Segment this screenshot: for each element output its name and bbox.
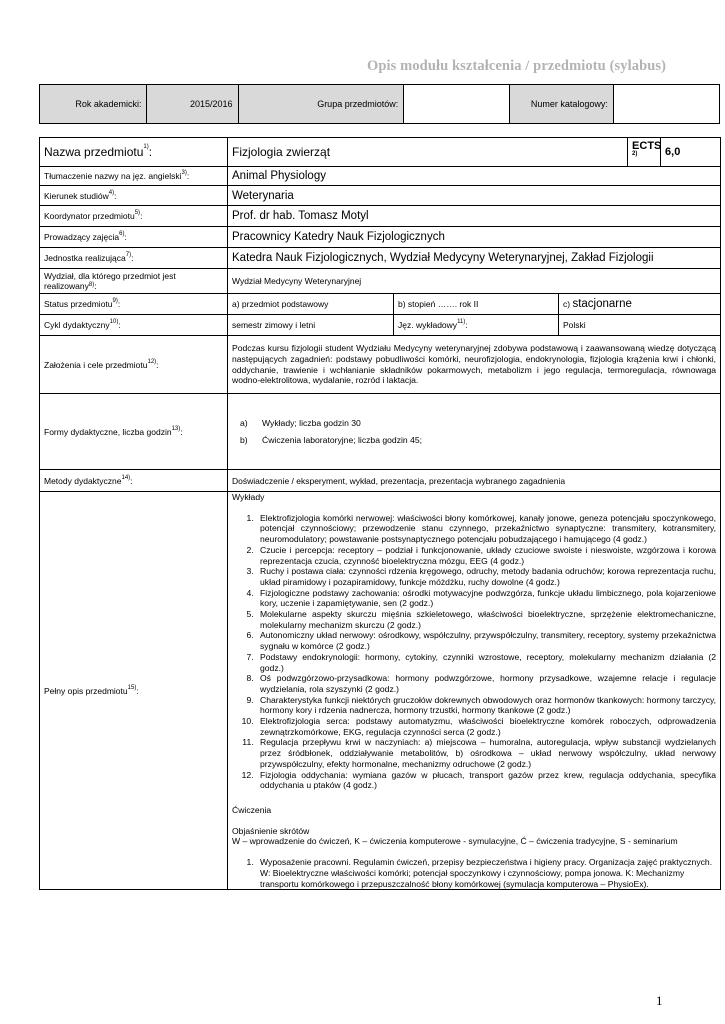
ects-value: 6,0 [661, 138, 721, 167]
wydzial-label: Wydział, dla którego przedmiot jest realizowany$^{8)}$: [40, 269, 228, 294]
metody-label: Metody dydaktyczne$^{14)}$: [40, 470, 228, 492]
list-item: 6. Autonomiczny układ nerwowy: ośrodkowy, współczulny, przywspółczulny, transmitery, receptory, systemy przekaźnictwa sygnału w komórce (2 godz.) [256, 630, 716, 651]
row-metody [40, 470, 721, 492]
formy-item: b) Ćwiczenia laboratoryjne; liczba godzin 45; [240, 434, 423, 445]
cwiczenia-list [232, 857, 716, 889]
formy-value [228, 394, 721, 470]
status-c: c) stacjonarne [559, 294, 721, 315]
page-number: 1 [656, 993, 663, 1008]
jednostka-value: Katedra Nauk Fizjologicznych, Wydział Medycyny Weterynaryjnej, Zakład Fizjologii [228, 248, 721, 269]
kierunek-value: Weterynaria [228, 186, 721, 206]
grupa-value [404, 85, 510, 124]
row-tlumaczenie [40, 167, 721, 186]
list-item: 7. Podstawy endokrynologii: hormony, cytokiny, czynniki wzrostowe, receptory, molekularny mechanizm działania (2 godz.) [256, 652, 716, 673]
zalozenia-label: Założenia i cele przedmiotu$^{12)}$: [40, 336, 228, 394]
prowadzacy-label: Prowadzący zajęcia$^{6)}$: [40, 227, 228, 248]
list-item: 10. Elektrofizjologia serca: podstawy automatyzmu, właściwości bioelektryczne komórek roboczych, odprowadzenia zewnątrzkomórkowe, EKG, regulacja czynności serca (2 godz.) [256, 716, 716, 737]
nazwa-value: Fizjologia zwierząt [228, 138, 628, 167]
pelny-label: Pełny opis przedmiotu$^{15)}$: [40, 492, 228, 890]
cykl-value: semestr zimowy i letni [228, 315, 394, 336]
skroty-heading: Objaśnienie skrótów [232, 825, 310, 836]
list-item: 1. Wyposażenie pracowni. Regulamin ćwiczeń, przepisy bezpieczeństwa i higieny pracy. Organizacja zajęć praktycznych. W: Bioelektryczne właściwości komórki; potencjał spoczynkowy i czynnościowy, pompa jonowa. K: Mechanizmy transportu komórkowego i przepuszczalność błony komórkowej (symulacja komputerowa – PhysioEx). [256, 857, 716, 889]
list-item: 1. Elektrofizjologia komórki nerwowej: właściwości błony komórkowej, kanały jonowe, geneza potencjału spoczynkowego, potencjał czynnościowy; przewodzenie stanu czynnego, przekaźnictwo synaptyczne: transmitery, kotransmitery, neuromodulatory; powstawanie postsynaptycznego potencjału pobudzającego i hamującego (4 godz.) [256, 513, 716, 545]
row-koordynator [40, 206, 721, 227]
document-title: Opis modułu kształcenia / przedmiotu (sylabus) [367, 58, 667, 74]
skroty-text: W – wprowadzenie do ćwiczeń, K – ćwiczenia komputerowe - symulacyjne, Ć – ćwiczenia tradycyjne, S - seminarium [232, 836, 678, 847]
rok-value: 2015/2016 [147, 85, 238, 124]
jezyk-label: Jęz. wykładowy$^{11)}$: [394, 315, 559, 336]
row-wydzial [40, 269, 721, 294]
numer-label: Numer katalogowy: [510, 85, 614, 124]
jednostka-label: Jednostka realizująca$^{7)}$: [40, 248, 228, 269]
tlumaczenie-label: Tłumaczenie nazwy na jęz. angielski$^{3)}$: [40, 167, 228, 186]
tlumaczenie-value: Animal Physiology [228, 167, 721, 186]
row-cykl [40, 315, 721, 336]
pelny-value [228, 492, 721, 890]
row-pelny-opis [40, 492, 721, 890]
row-zalozenia [40, 336, 721, 394]
formy-label: Formy dydaktyczne, liczba godzin$^{13)}$: [40, 394, 228, 470]
wyklady-list [232, 513, 716, 791]
list-item: 12. Fizjologia oddychania: wymiana gazów w płucach, transport gazów przez krew, regulacja oddychania, specyfika oddychania u ptaków (4 godz.) [256, 770, 716, 791]
metody-value: Doświadczenie / eksperyment, wykład, prezentacja, prezentacja wybranego zagadnienia [228, 470, 721, 492]
row-kierunek [40, 186, 721, 206]
list-item: 9. Charakterystyka funkcji niektórych gruczołów dokrewnych obwodowych oraz hormonów tkankowych: hormony tarczycy, hormony kory i rdzenia nadnercza, hormony trzustki, hormony tkankowe (2 godz.) [256, 695, 716, 716]
nazwa-label: Nazwa przedmiotu$^{1)}$: [40, 138, 228, 167]
row-nazwa [40, 138, 721, 167]
row-status [40, 294, 721, 315]
catalog-info-table [39, 84, 720, 124]
zalozenia-value: Podczas kursu fizjologii student Wydziału Medycyny weterynaryjnej zdobywa podstawową i zaawansowaną wiedzę dotyczącą następujących zagadnień: podstawy pobudliwości komórki, neurofizjologia, endokrynologia, fizjologia krążenia krwi i chłonki, oddychanie, trawienie i wchłanianie składników pokarmowych, metabolizm i jego regulacja, termoregulacja, równowaga wodno-elektrolitowa, wydalanie, rozród i laktacja. [228, 336, 721, 394]
ects-label: ECTS $^{2)}$ [628, 138, 661, 167]
status-label: Status przedmiotu$^{9)}$: [40, 294, 228, 315]
syllabus-table [39, 137, 721, 890]
row-formy [40, 394, 721, 470]
status-a: a) przedmiot podstawowy [228, 294, 394, 315]
wydzial-value: Wydział Medycyny Weterynaryjnej [228, 269, 721, 294]
list-item: 11. Regulacja przepływu krwi w naczyniach: a) miejscowa – humoralna, autoregulacja, wpływ substancji wydzielanych przez śródbłonek, oddziaływanie metabolitów, b) ośrodkowa – układ nerwowy współczulny, układ nerwowy przywspółczulny, efekty hormonalne, mechanizmy odruchowe (2 godz.) [256, 737, 716, 769]
row-prowadzacy [40, 227, 721, 248]
cykl-label: Cykl dydaktyczny$^{10)}$: [40, 315, 228, 336]
numer-value [613, 85, 719, 124]
koordynator-label: Koordynator przedmiotu$^{5)}$: [40, 206, 228, 227]
grupa-label: Grupa przedmiotów: [238, 85, 404, 124]
wyklady-heading: Wykłady [232, 492, 265, 502]
prowadzacy-value: Pracownicy Katedry Nauk Fizjologicznych [228, 227, 721, 248]
koordynator-value: Prof. dr hab. Tomasz Motyl [228, 206, 721, 227]
formy-item: a) Wykłady; liczba godzin 30 [240, 417, 361, 428]
list-item: 3. Ruchy i postawa ciała: czynności rdzenia kręgowego, odruchy, metody badania odruchów; korowa reprezentacja ruchu, układ piramidowy i pozapiramidowy, funkcje móżdżku, ruchy dowolne (4 godz.) [256, 566, 716, 587]
jezyk-value: Polski [559, 315, 721, 336]
kierunek-label: Kierunek studiów$^{4)}$: [40, 186, 228, 206]
cwiczenia-heading: Ćwiczenia [232, 804, 272, 815]
status-b: b) stopień ……. rok II [394, 294, 559, 315]
row-jednostka [40, 248, 721, 269]
list-item: 8. Oś podwzgórzowo-przysadkowa: hormony podwzgórzowe, hormony przysadkowe, wzajemne relacje i regulacje wydzielania, rola szyszynki (2 godz.) [256, 673, 716, 694]
list-item: 5. Molekularne aspekty skurczu mięśnia szkieletowego, właściwości bioelektryczne, sprzężenie elektromechaniczne, molekularny mechanizm skurczu (2 godz.) [256, 609, 716, 630]
list-item: 4. Fizjologiczne podstawy zachowania: ośrodki motywacyjne podwzgórza, funkcje układu limbicznego, pola kojarzeniowe kory, uczenie i zapamiętywanie, sen (2 godz.) [256, 588, 716, 609]
list-item: 2. Czucie i percepcja: receptory – podział i funkcjonowanie, układy czuciowe swoiste i nieswoiste, wzgórzowa i korowa reprezentacja czucia, czynność bioelektryczna mózgu, EEG (4 godz.) [256, 545, 716, 566]
rok-label: Rok akademicki: [40, 85, 147, 124]
